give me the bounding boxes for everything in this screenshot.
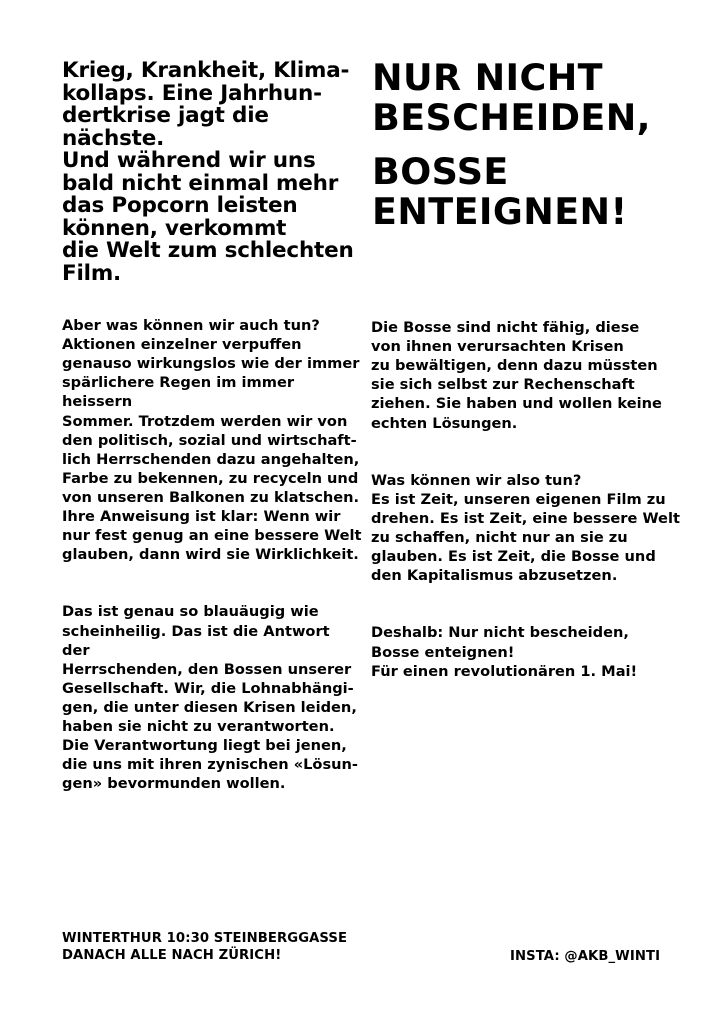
headline: [372, 58, 712, 232]
left-column: [62, 297, 362, 831]
headline-line-3: BOSSE: [372, 150, 509, 193]
social-handle: INSTA: @AKB_WINTI: [510, 949, 661, 964]
event-info: WINTERTHUR 10:30 STEINBERGGASSE DANACH ALLE NACH ZÜRICH!: [62, 931, 348, 963]
intro-text: Krieg, Krankheit, Klima- kollaps. Eine Jahrhun- dertkrise jagt die nächste. Und während wir uns bald nicht einmal mehr das Popcorn leisten können, verkommt die Welt zum schlechten Film.: [62, 58, 354, 286]
left-paragraph-2: Das ist genau so blauäugig wie scheinheilig. Das ist die Antwort der Herrschenden, den Bossen unserer Gesellschaft. Wir, die Lohnabhängi- gen, die unter diesen Krisen leiden, haben sie nicht zu verantworten. Die Verantwortung liegt bei jenen, die uns mit ihren zynischen «Lösun- gen» bevormunden wollen.: [62, 603, 358, 793]
right-column: [371, 299, 691, 719]
right-paragraph-2: Was können wir also tun? Es ist Zeit, unseren eigenen Film zu drehen. Es ist Zeit, eine bessere Welt zu schaffen, nicht nur an sie zu glauben. Es ist Zeit, die Bosse und den Kapitalismus abzusetzen.: [371, 471, 680, 585]
headline-line-1: NUR NICHT: [372, 56, 603, 99]
right-paragraph-3: Deshalb: Nur nicht bescheiden, Bosse enteignen! Für einen revolutionären 1. Mai!: [371, 624, 638, 680]
right-paragraph-1: Die Bosse sind nicht fähig, diese von ihnen verursachten Krisen zu bewältigen, denn dazu müssten sie sich selbst zur Rechenschaft ziehen. Sie haben und wollen keine echten Lösungen.: [371, 319, 662, 432]
left-paragraph-1: Aber was können wir auch tun? Aktionen einzelner verpuffen genauso wirkungslos wie der immer spärlichere Regen im immer heissern Sommer. Trotzdem werden wir von den politisch, sozial und wirtschaft- lich Herrschenden dazu angehalten, Farbe zu bekennen, zu recyceln und von unseren Balkonen zu klatschen. Ihre Anweisung ist klar: Wenn wir nur fest genug an eine bessere Welt glauben, dann wird sie Wirklichkeit.: [62, 317, 362, 564]
headline-line-4: ENTEIGNEN!: [372, 190, 628, 233]
headline-line-2: BESCHEIDEN,: [372, 96, 651, 139]
